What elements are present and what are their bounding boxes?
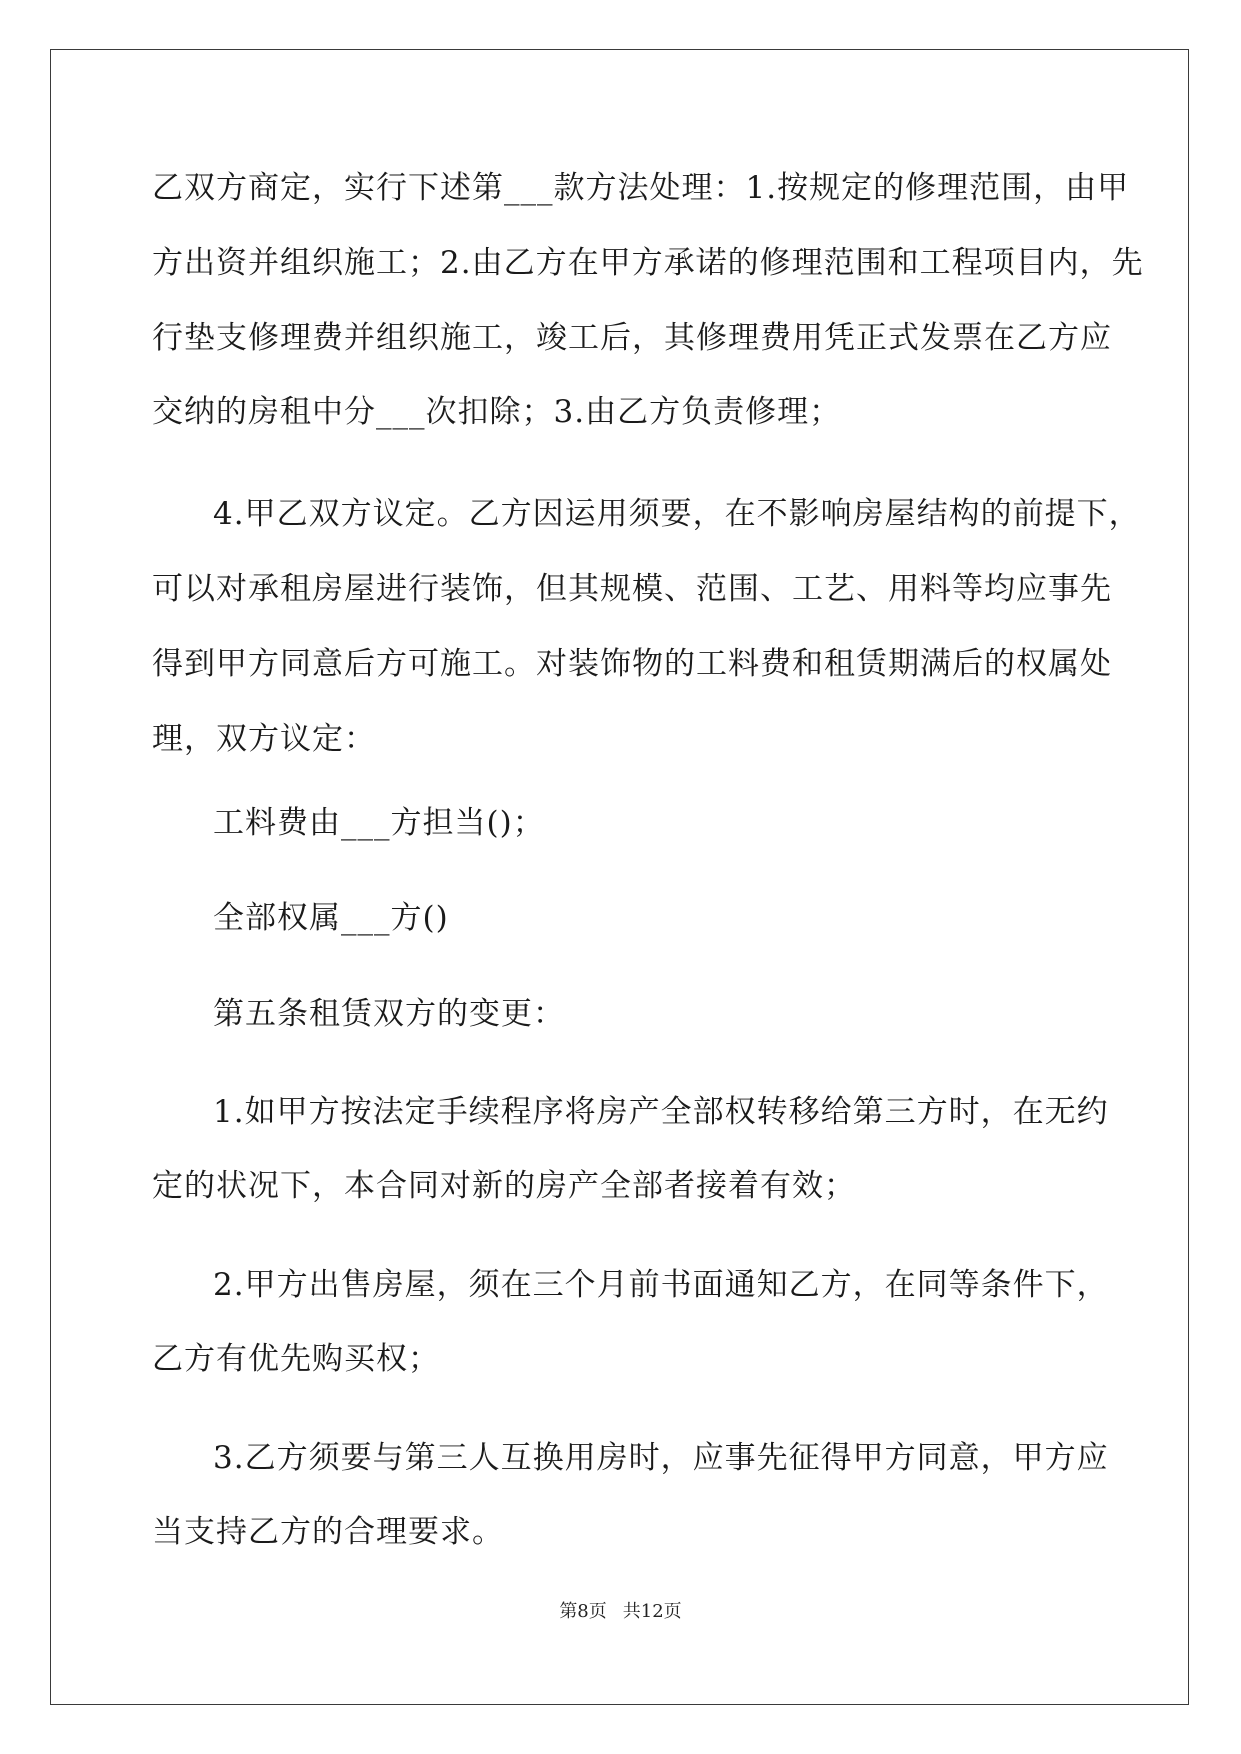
text-line: 工料费由___方担当()； [213,805,545,841]
text-line: 当支持乙方的合理要求。 [152,1514,504,1550]
text-line: 1.如甲方按法定手续程序将房产全部权转移给第三方时，在无约 [213,1094,1109,1130]
text-line: 第五条租赁双方的变更： [213,996,565,1032]
text-line: 理，双方议定： [152,721,376,757]
text-line: 定的状况下，本合同对新的房产全部者接着有效； [152,1168,856,1204]
text-line: 得到甲方同意后方可施工。对装饰物的工料费和租赁期满后的权属处 [152,646,1112,682]
text-line: 乙双方商定，实行下述第___款方法处理：1.按规定的修理范围，由甲 [152,170,1130,206]
text-line: 可以对承租房屋进行装饰，但其规模、范围、工艺、用料等均应事先 [152,571,1112,607]
text-line: 3.乙方须要与第三人互换用房时，应事先征得甲方同意，甲方应 [213,1440,1109,1476]
page-footer [0,1600,1241,1624]
text-line: 交纳的房租中分___次扣除；3.由乙方负责修理； [152,394,842,430]
text-line: 方出资并组织施工；2.由乙方在甲方承诺的修理范围和工程项目内，先 [152,245,1144,281]
text-line: 2.甲方出售房屋，须在三个月前书面通知乙方，在同等条件下， [213,1267,1109,1303]
text-line: 乙方有优先购买权； [152,1341,440,1377]
page-total: 共12页 [622,1601,682,1622]
text-line: 全部权属___方() [213,900,449,936]
page-number: 第8页 [559,1601,607,1622]
text-line: 4.甲乙双方议定。乙方因运用须要，在不影响房屋结构的前提下， [213,496,1141,532]
text-line: 行垫支修理费并组织施工，竣工后，其修理费用凭正式发票在乙方应 [152,320,1112,356]
